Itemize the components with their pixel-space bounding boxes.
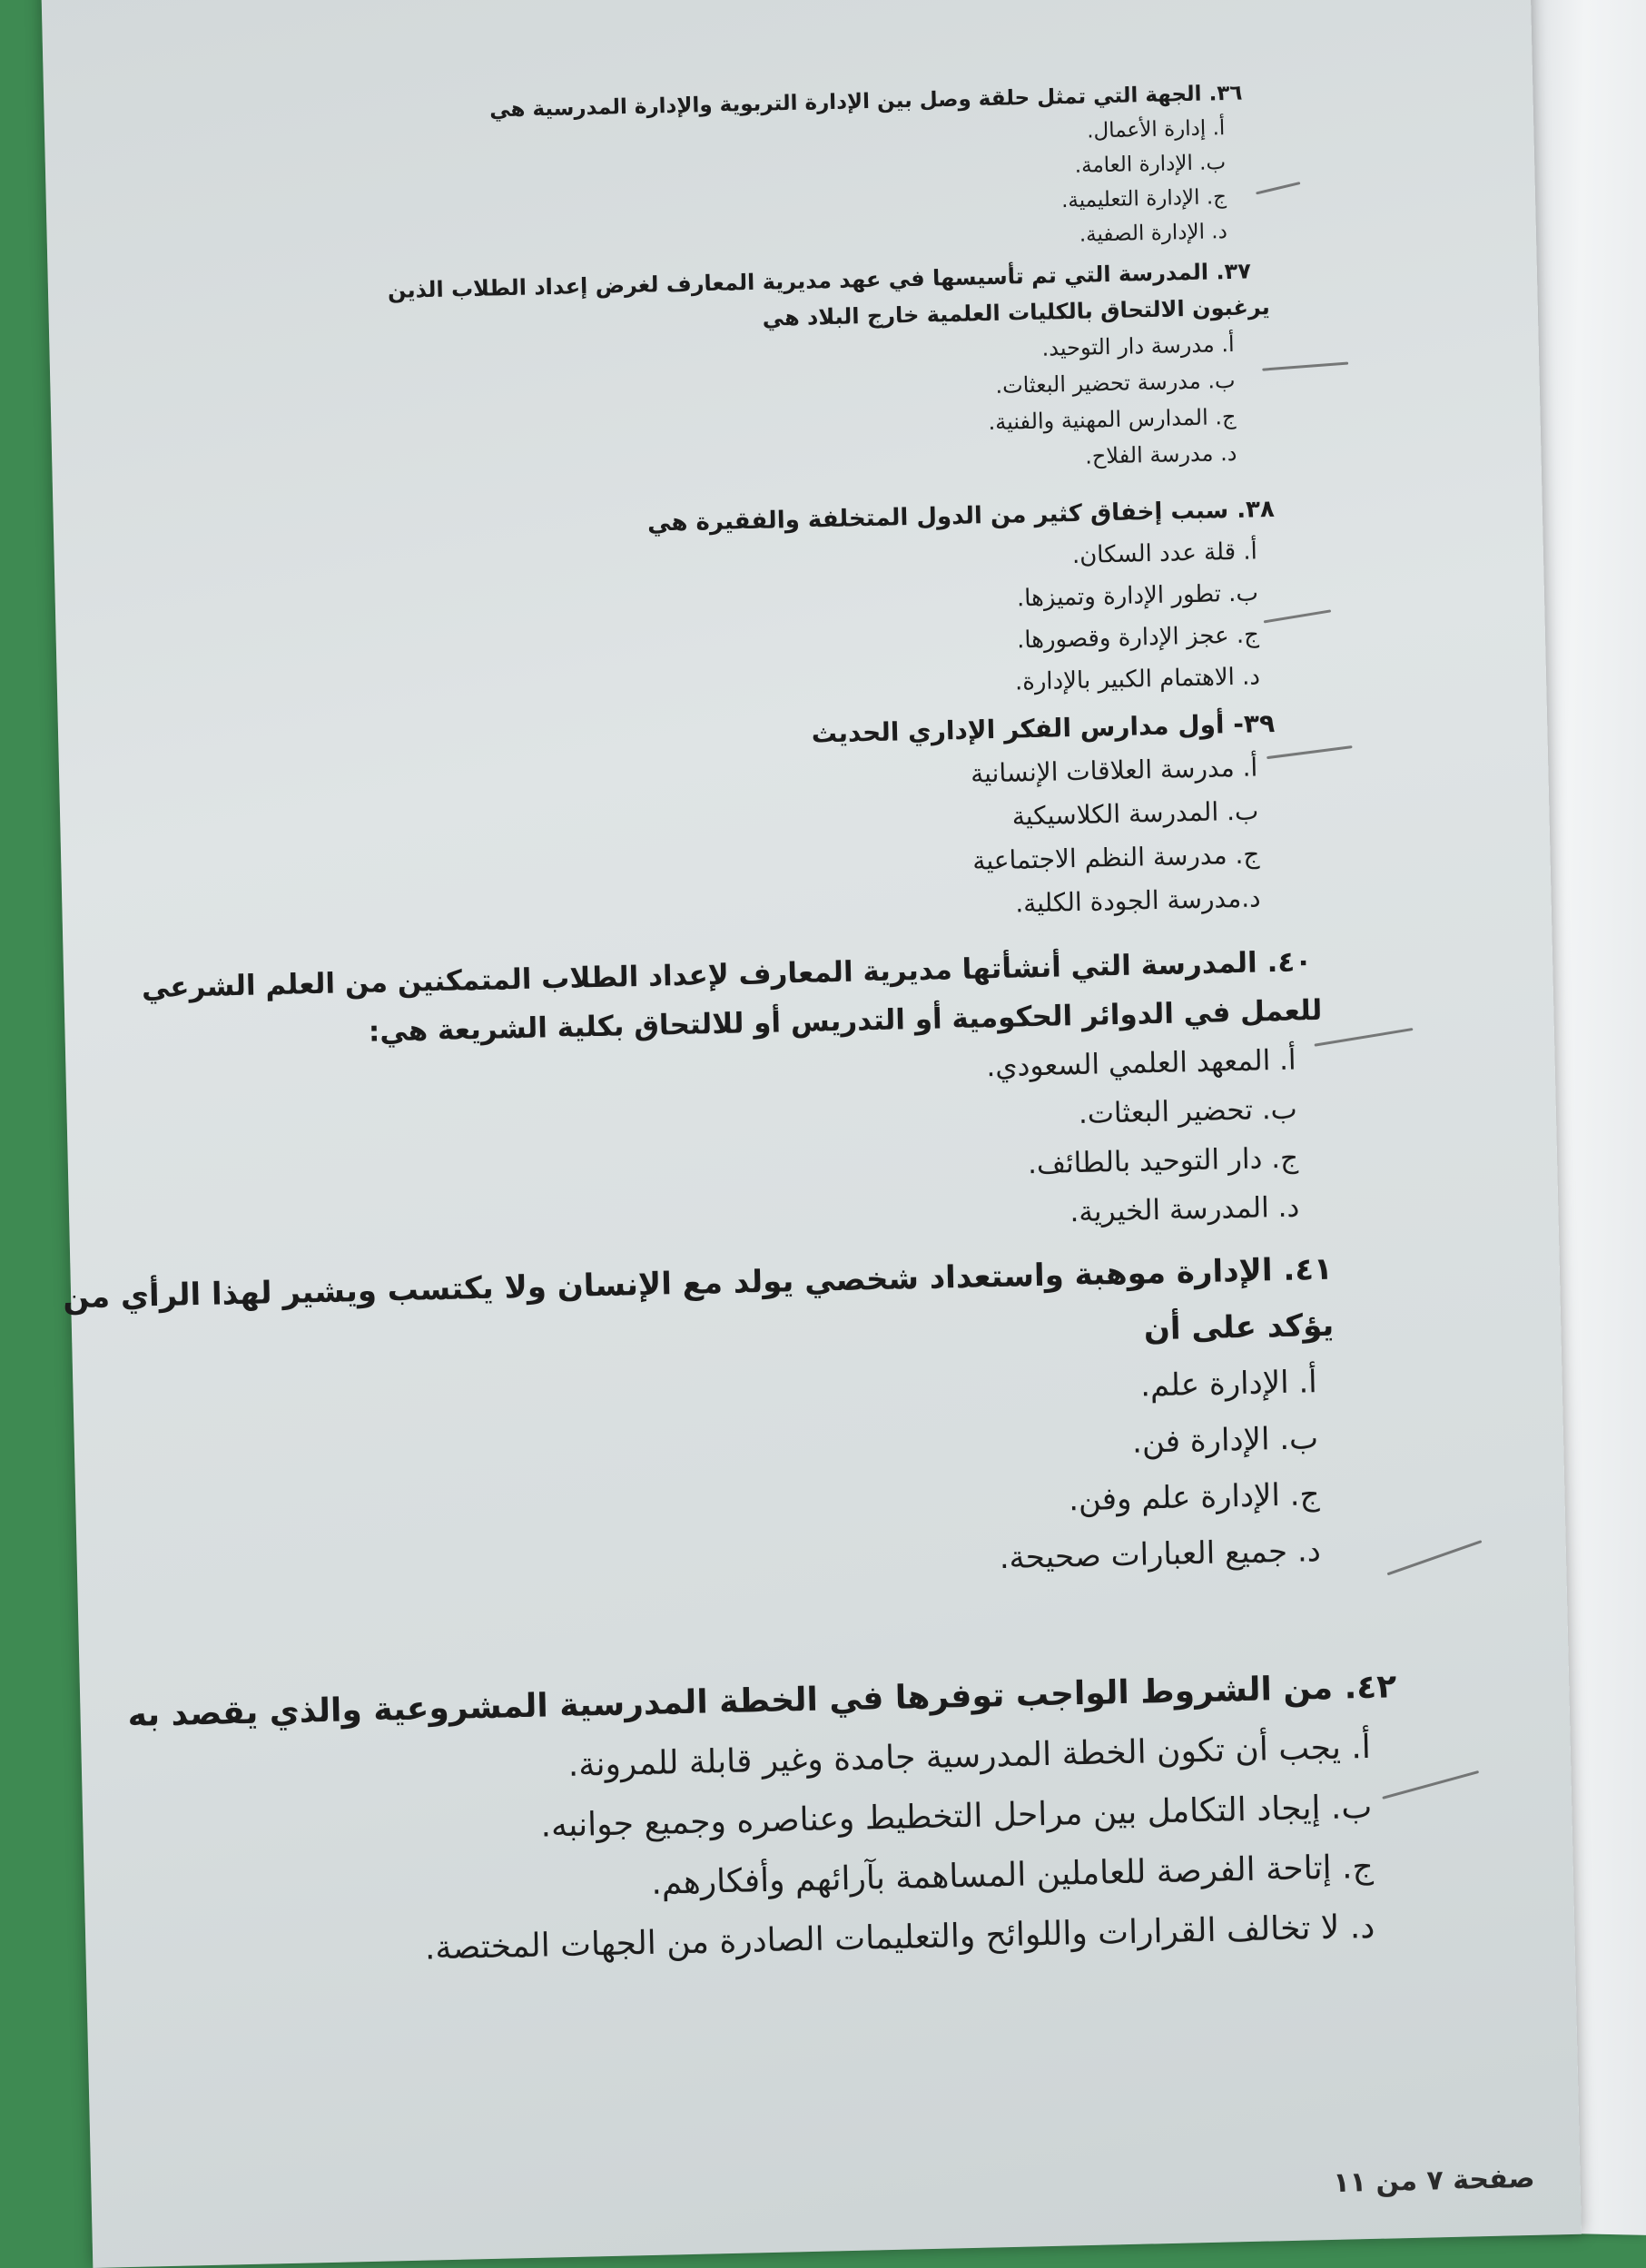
option-a: أ. الإدارة علم.: [1139, 1364, 1318, 1405]
question-text: ٤٠. المدرسة التي أنشأتها مديرية المعارف لإعداد الطلاب المتمكنين من العلم الشرعي: [141, 945, 1313, 1005]
question-text-line-2: يرغبون الالتحاق بالكليات العلمية خارج البلاد هي: [762, 293, 1271, 331]
option-b: ب. الإدارة العامة.: [1074, 151, 1227, 178]
option-b: ب. تطور الإدارة وتميزها.: [1016, 579, 1259, 613]
question-36: [489, 76, 1246, 266]
option-c: ج. إتاحة الفرصة للعاملين المساهمة بآرائهم وأفكارهم.: [650, 1848, 1375, 1902]
option-a: أ. مدرسة دار التوحيد.: [1041, 330, 1235, 361]
document-page: [41, 0, 1582, 2268]
question-42: [127, 1657, 1403, 1986]
question-37: [387, 252, 1271, 490]
option-a: أ. إدارة الأعمال.: [1086, 116, 1226, 143]
option-c: ج. دار التوحيد بالطائف.: [1027, 1141, 1299, 1181]
option-d: د. جميع العبارات صحيحة.: [999, 1533, 1322, 1577]
option-a: أ. مدرسة العلاقات الإنسانية: [970, 752, 1258, 789]
page-number: صفحة ٧ من ١١: [1332, 2162, 1535, 2199]
pencil-mark: [1314, 1028, 1413, 1047]
question-text: ٤٢. من الشروط الواجب توفرها في الخطة المدرسية المشروعية والذي يقصد به: [127, 1668, 1397, 1734]
option-b: ب. مدرسة تحضير البعثات.: [995, 367, 1236, 399]
option-c: ج. الإدارة التعليمية.: [1060, 185, 1227, 213]
option-c: ج. مدرسة النظم الاجتماعية: [971, 839, 1260, 876]
question-39: [811, 702, 1279, 931]
option-c: ج. المدارس المهنية والفنية.: [988, 403, 1237, 436]
option-b: ب. إيجاد التكامل بين مراحل التخطيط وعناصره وجميع جوانبه.: [540, 1788, 1373, 1845]
question-41: [63, 1241, 1340, 1608]
option-a: أ. قلة عدد السكان.: [1071, 537, 1258, 569]
option-a: أ. يجب أن تكون الخطة المدرسية جامدة وغير قابلة للمرونة.: [567, 1728, 1372, 1784]
option-d: د. لا تخالف القرارات واللوائح والتعليمات الصادرة من الجهات المختصة.: [424, 1908, 1375, 1967]
pencil-mark: [1262, 362, 1348, 371]
question-38: [647, 488, 1279, 712]
question-text: ٣٧. المدرسة التي تم تأسيسها في عهد مديرية المعارف لغرض إعداد الطلاب الذين: [387, 258, 1252, 304]
option-a: أ. المعهد العلمي السعودي.: [986, 1043, 1296, 1084]
option-d: د. مدرسة الفلاح.: [1084, 439, 1237, 469]
question-text-line-2: للعمل في الدوائر الحكومية أو التدريس أو للالتحاق بكلية الشريعة هي:: [368, 993, 1323, 1049]
option-d: د. الإدارة الصفية.: [1079, 220, 1228, 247]
pencil-mark: [1267, 745, 1353, 759]
question-text: ٤١. الإدارة موهبة واستعداد شخصي يولد مع الإنسان ولا يكتسب ويشير لهذا الرأي من: [62, 1250, 1334, 1316]
option-b: ب. الإدارة فن.: [1131, 1420, 1319, 1461]
question-40: [141, 937, 1323, 1257]
pencil-mark: [1256, 182, 1300, 194]
option-b: ب. المدرسة الكلاسيكية: [1011, 795, 1259, 832]
question-text: ٣٩- أول مدارس الفكر الإداري الحديث: [811, 707, 1276, 749]
pencil-mark: [1387, 1540, 1483, 1575]
option-c: ج. الإدارة علم وفن.: [1068, 1476, 1320, 1519]
question-text: ٣٦. الجهة التي تمثل حلقة وصل بين الإدارة التربوية والإدارة المدرسية هي: [488, 81, 1243, 123]
option-b: ب. تحضير البعثات.: [1078, 1092, 1298, 1130]
option-d: د.مدرسة الجودة الكلية.: [1014, 883, 1261, 919]
option-c: ج. عجز الإدارة وقصورها.: [1016, 621, 1260, 655]
question-text-line-2: يؤكد على أن: [1143, 1307, 1335, 1348]
option-d: د. المدرسة الخيرية.: [1069, 1190, 1300, 1229]
option-d: د. الاهتمام الكبير بالإدارة.: [1014, 663, 1261, 696]
question-text: ٣٨. سبب إخفاق كثير من الدول المتخلفة والفقيرة هي: [646, 495, 1276, 537]
